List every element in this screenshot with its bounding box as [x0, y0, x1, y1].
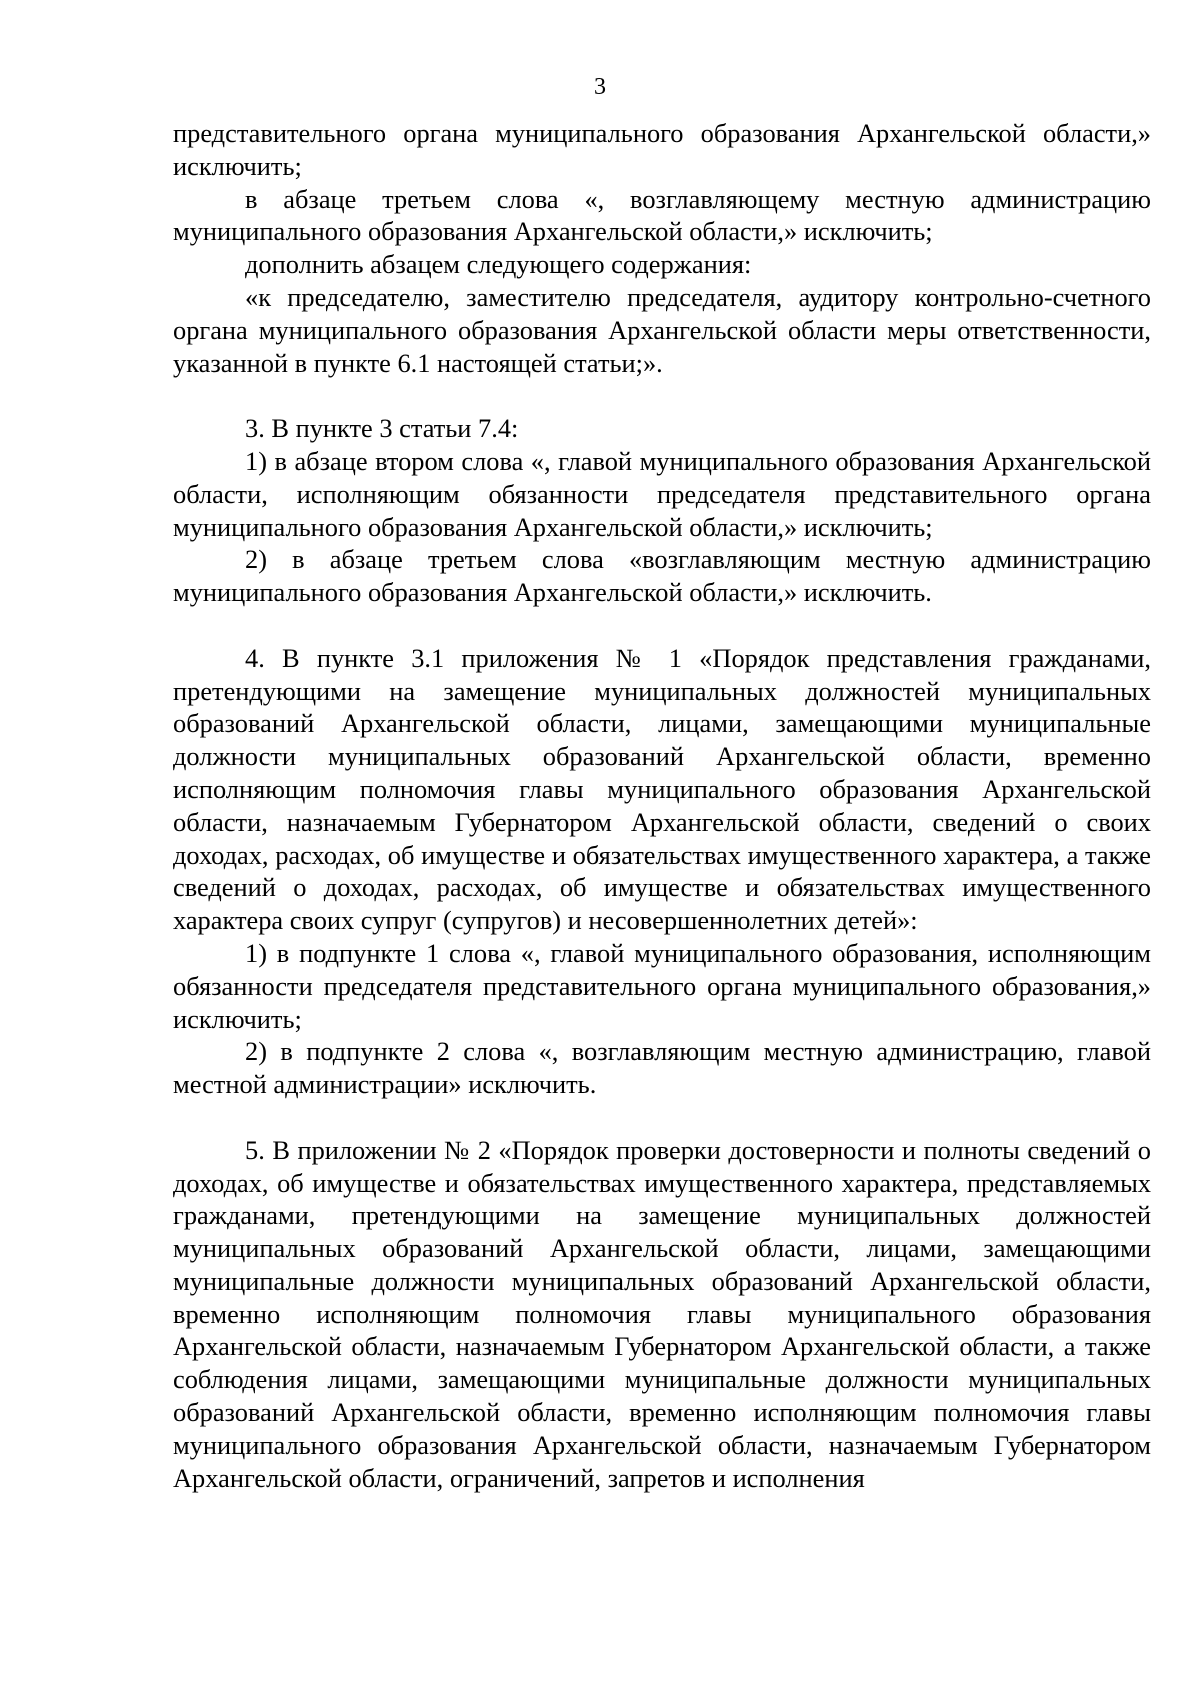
paragraph-p9: 1) в подпункте 1 слова «, главой муниципального образования, исполняющим обязанности председателя представительного органа муниципального образования,» исключить; [173, 937, 1151, 1034]
paragraph-p11: 5. В приложении № 2 «Порядок проверки достоверности и полноты сведений о доходах, об имуществе и обязательствах имущественного характера, представляемых гражданами, претендующими на замещение муниципальных должностей муниципальных образований Архангельской области, лицами, замещающими муниципальные должности муниципальных образований Архангельской области, временно исполняющим полномочия главы муниципального образования Архангельской области, назначаемым Губернатором Архангельской области, а также соблюдения лицами, замещающими муниципальные должности муниципальных образований Архангельской области, временно исполняющим полномочия главы муниципального образования Архангельской области, назначаемым Губернатором Архангельской области, ограничений, запретов и исполнения [173, 1134, 1151, 1493]
paragraph-p7: 2) в абзаце третьем слова «возглавляющим местную администрацию муниципального образования Архангельской области,» исключить. [173, 544, 1151, 608]
page-number: 3 [594, 74, 606, 100]
paragraph-p10: 2) в подпункте 2 слова «, возглавляющим местную администрацию, главой местной администрации» исключить. [173, 1036, 1151, 1100]
paragraph-p3: дополнить абзацем следующего содержания: [245, 249, 752, 280]
paragraph-p5: 3. В пункте 3 статьи 7.4: [245, 413, 519, 444]
paragraph-p8: 4. В пункте 3.1 приложения № 1 «Порядок представления гражданами, претендующими на замещение муниципальных должностей муниципальных образований Архангельской области, лицами, замещающими муниципальные должности муниципальных образований Архангельской области, временно исполняющим полномочия главы муниципального образования Архангельской области, назначаемым Губернатором Архангельской области, сведений о своих доходах, расходах, об имуществе и обязательствах имущественного характера, а также сведений о доходах, расходах, об имуществе и обязательствах имущественного характера своих супруг (супругов) и несовершеннолетних детей»: [173, 642, 1151, 936]
paragraph-p4: «к председателю, заместителю председателя, аудитору контрольно-счетного органа муниципального образования Архангельской области меры ответственности, указанной в пункте 6.1 настоящей статьи;». [173, 281, 1151, 378]
paragraph-p1: представительного органа муниципального образования Архангельской области,» исключить; [173, 118, 1151, 181]
document-body [173, 117, 1151, 1494]
paragraph-p6: 1) в абзаце втором слова «, главой муниципального образования Архангельской области, исполняющим обязанности председателя представительного органа муниципального образования Архангельской области,» исключить; [173, 445, 1151, 542]
paragraph-p2: в абзаце третьем слова «, возглавляющему местную администрацию муниципального образования Архангельской области,» исключить; [173, 183, 1151, 247]
